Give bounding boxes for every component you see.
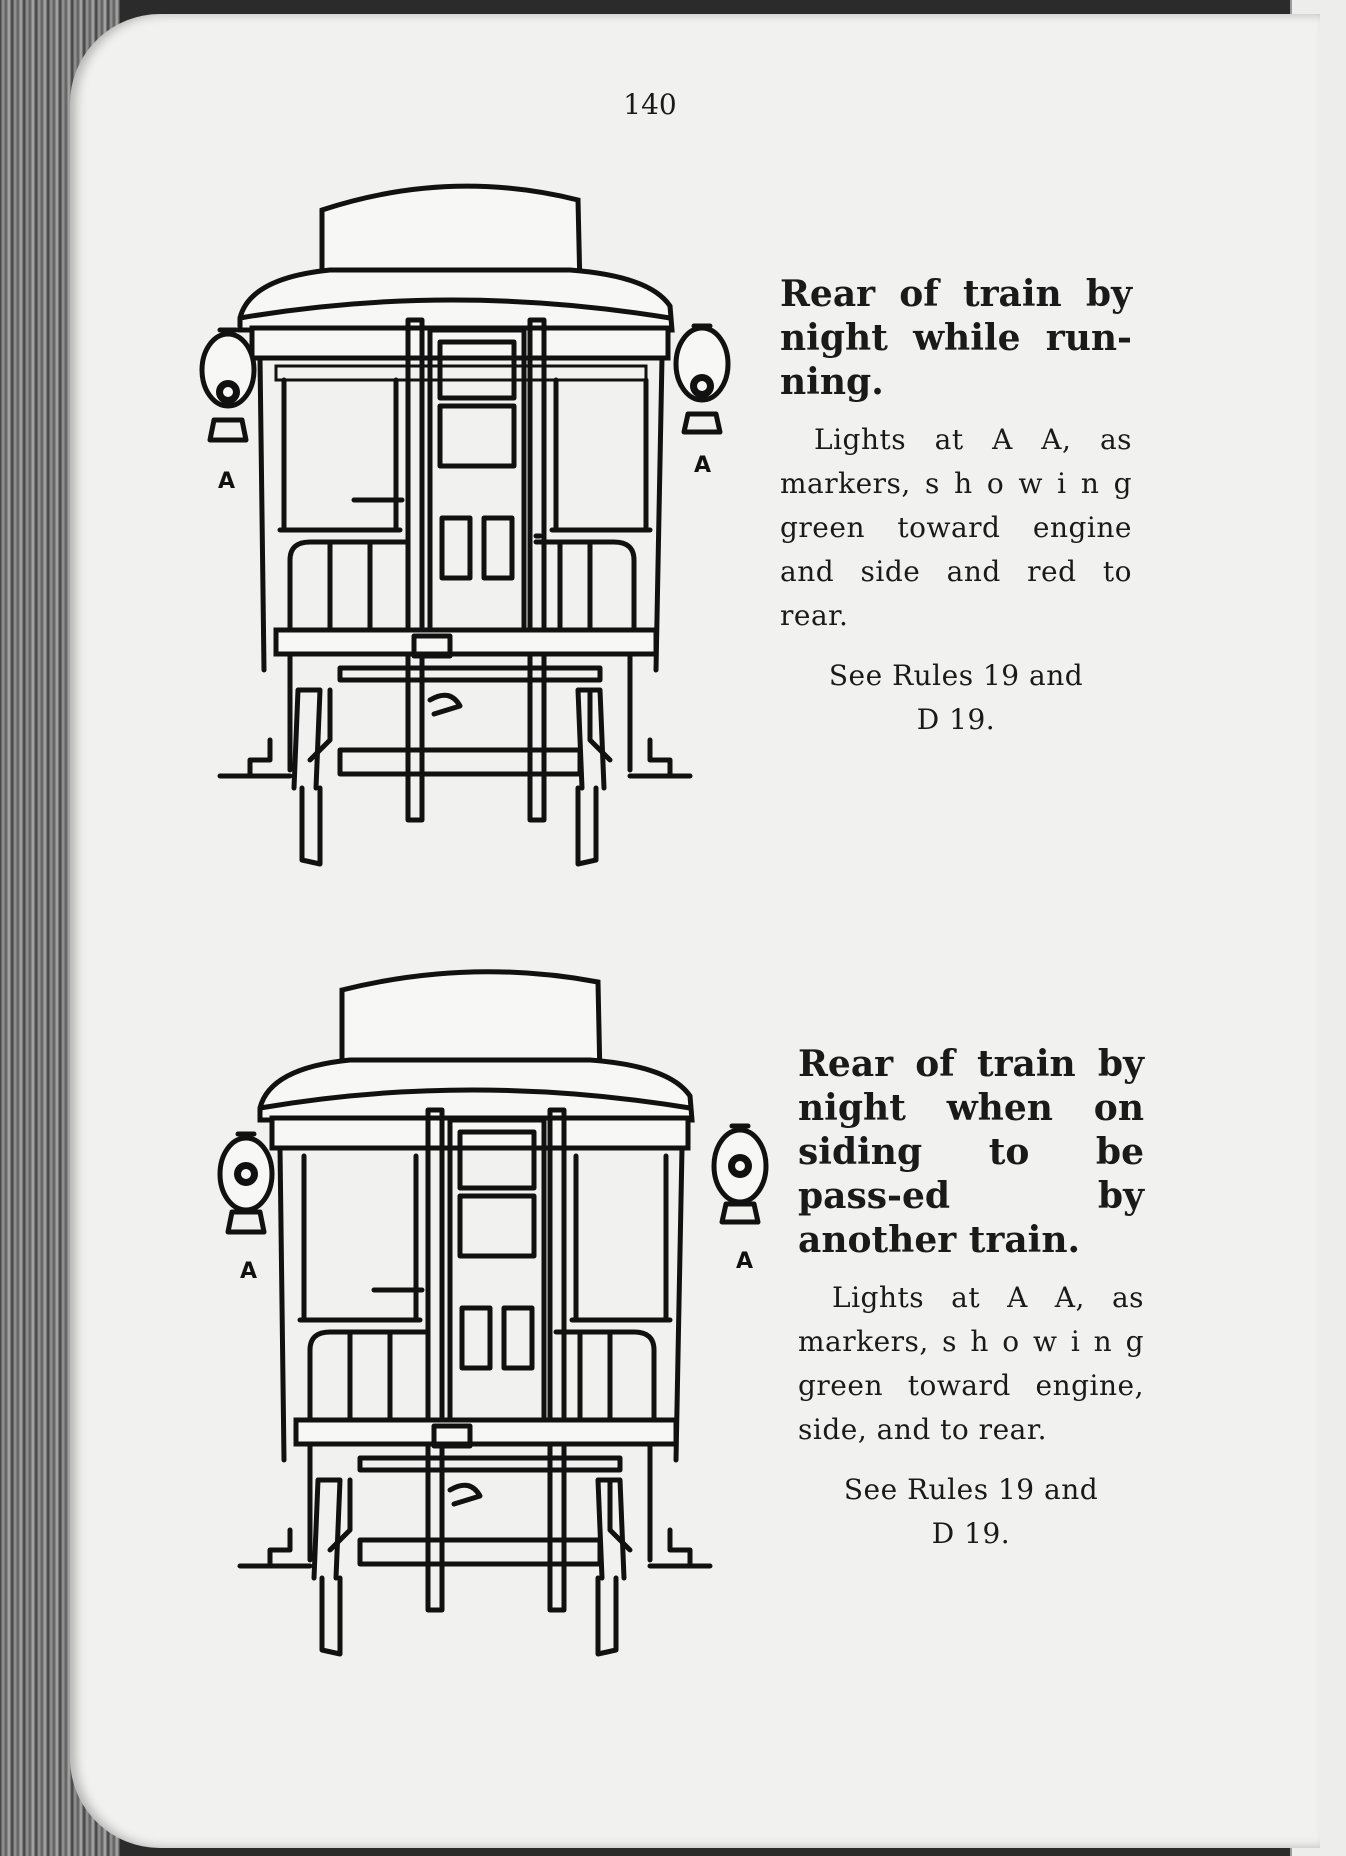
- rear-car-illustration-siding: [210, 960, 754, 1660]
- rule-reference-line-1: See Rules 19 and: [828, 659, 1084, 692]
- caption-rule-reference: [798, 1468, 1144, 1556]
- marker-label-right: A: [736, 1249, 754, 1274]
- page-number: 140: [623, 88, 677, 121]
- marker-lamp-left: [220, 1134, 272, 1232]
- marker-lamp-right: [676, 326, 728, 432]
- marker-label-left: A: [218, 469, 236, 494]
- caption-siding: [798, 1042, 1144, 1556]
- rule-reference-line-2: D 19.: [916, 703, 996, 736]
- caption-heading: Rear of train by night while run-ning.: [780, 273, 1132, 403]
- caption-rule-reference: [780, 654, 1132, 742]
- marker-lamp-left: [202, 330, 254, 440]
- rule-reference-line-2: D 19.: [931, 1517, 1011, 1550]
- caption-description: Lights at A A, as markers, s h o w i n g green toward engine, side, and to rear.: [798, 1281, 1144, 1446]
- marker-label-left: A: [240, 1259, 258, 1284]
- rear-car-illustration-running: [190, 170, 730, 870]
- caption-description: Lights at A A, as markers, s h o w i n g green toward engine and side and red to rear.: [780, 423, 1132, 632]
- caption-running: [780, 272, 1132, 742]
- caption-heading: Rear of train by night when on siding to be pass-ed by another train.: [798, 1043, 1144, 1261]
- marker-label-right: A: [694, 453, 712, 478]
- rule-reference-line-1: See Rules 19 and: [843, 1473, 1099, 1506]
